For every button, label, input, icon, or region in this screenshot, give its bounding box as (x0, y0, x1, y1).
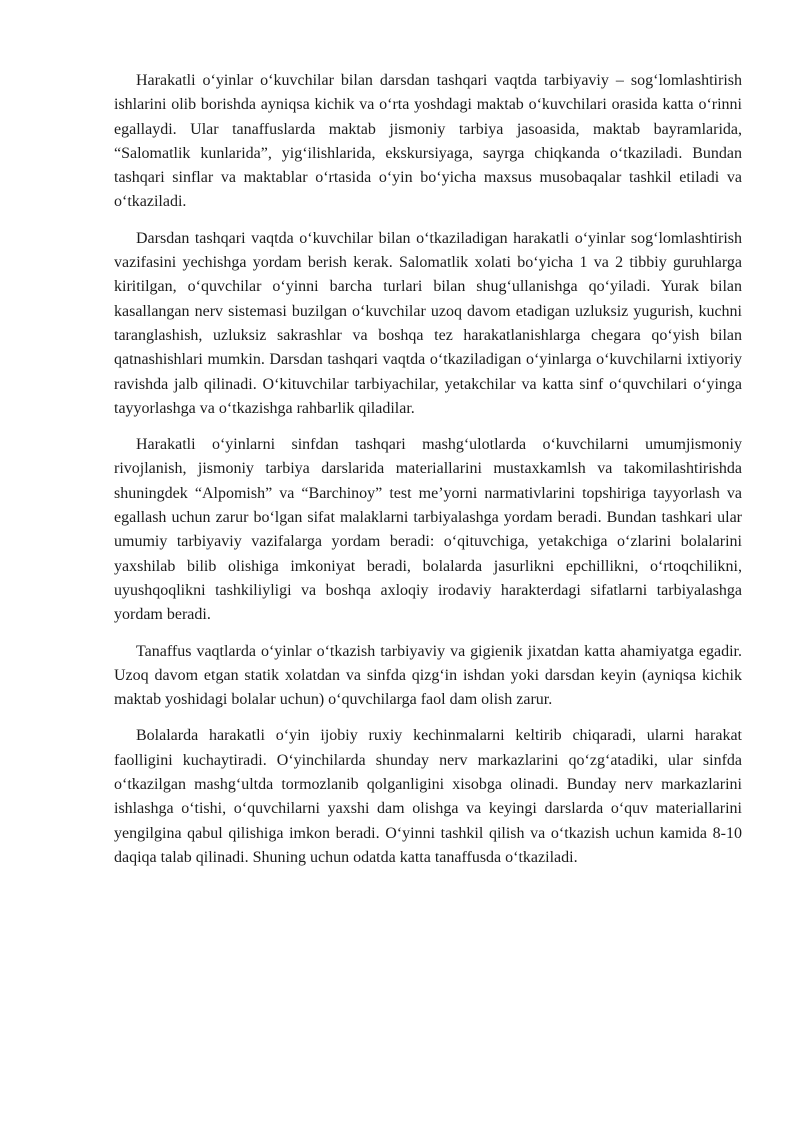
paragraph-5: Bolalarda harakatli o‘yin ijobiy ruxiy kechinmalarni keltirib chiqaradi, ularni harakat faolligini kuchaytiradi. O‘yinchilarda shunday nerv markazlarini qo‘zg‘atadiki, ular sinfda o‘tkazilgan mashg‘ultda tormozlanib qolganligini xisobga olinadi. Bunday nerv markazlarini ishlashga o‘tishi, o‘quvchilarni yaxshi dam olishga va keyingi darslarda o‘quv materiallarini yengilgina qabul qilishiga imkon beradi. O‘yinni tashkil qilish va o‘tkazish uchun kamida 8-10 daqiqa talab qilinadi. Shuning uchun odatda katta tanaffusda o‘tkaziladi. (114, 727, 742, 866)
paragraph-4: Tanaffus vaqtlarda o‘yinlar o‘tkazish tarbiyaviy va gigienik jixatdan katta ahamiyatga egadir. Uzoq davom etgan statik xolatdan va sinfda qizg‘in ishdan yoki darsdan keyin (ayniqsa kichik maktab yoshidagi bolalar uchun) o‘quvchilarga faol dam olish zarur. (114, 642, 742, 709)
document-page (114, 69, 742, 882)
paragraph-2: Darsdan tashqari vaqtda o‘kuvchilar bilan o‘tkaziladigan harakatli o‘yinlar sog‘lomlashtirish vazifasini yechishga yordam berish kerak. Salomatlik xolati bo‘yicha 1 va 2 tibbiy guruhlarga kiritilgan, o‘quvchilar o‘yinni barcha turlari bilan shug‘ullanishga qo‘yiladi. Yurak bilan kasallangan nerv sistemasi buzilgan o‘kuvchilar uzoq davom etadigan uzluksiz yugurish, kuchni taranglashish, uzluksiz sakrashlar va boshqa tez harakatlanishlarga chegara qo‘yish bilan qatnashishlari mumkin. Darsdan tashqari vaqtda o‘tkaziladigan o‘yinlarga o‘kuvchilarni ixtiyoriy ravishda jalb qilinadi. O‘kituvchilar tarbiyachilar, yetakchilar va katta sinf o‘quvchilari o‘yinga tayyorlashga va o‘tkazishga rahbarlik qiladilar. (114, 229, 742, 417)
paragraph-3: Harakatli o‘yinlarni sinfdan tashqari mashg‘ulotlarda o‘kuvchilarni umumjismoniy rivojlanish, jismoniy tarbiya darslarida materiallarini mustaxkamlsh va takomilashtirishda shuningdek “Alpomish” va “Barchinoy” test me’yorni narmativlarini topshiriga tayyorlash va egallash uchun zarur bo‘lgan sifat malaklarni tarbiyalashga yordam beradi. Bundan tashkari ular umumiy tarbiyaviy vazifalarga yordam beradi: o‘qituvchiga, yetakchiga o‘zlarini bolalarini yaxshilab bilib olishiga imkoniyat beradi, bolalarda jasurlikni epchillikni, o‘rtoqchilikni, uyushqoqlikni tashkiliyligi va boshqa axloqiy irodaviy harakterdagi sifatlarni tarbiyalashga yordam beradi. (114, 436, 742, 624)
paragraph-1: Harakatli o‘yinlar o‘kuvchilar bilan darsdan tashqari vaqtda tarbiyaviy – sog‘lomlashtirish ishlarini olib borishda ayniqsa kichik va o‘rta yoshdagi maktab o‘kuvchilari orasida katta o‘rinni egallaydi. Ular tanaffuslarda maktab jismoniy tarbiya jasoasida, maktab bayramlarida, “Salomatlik kunlarida”, yig‘ilishlarida, ekskursiyaga, sayrga chiqkanda o‘tkaziladi. Bundan tashqari sinflar va maktablar o‘rtasida o‘yin bo‘yicha maxsus musobaqalar tashkil etiladi va o‘tkaziladi. (114, 72, 742, 211)
